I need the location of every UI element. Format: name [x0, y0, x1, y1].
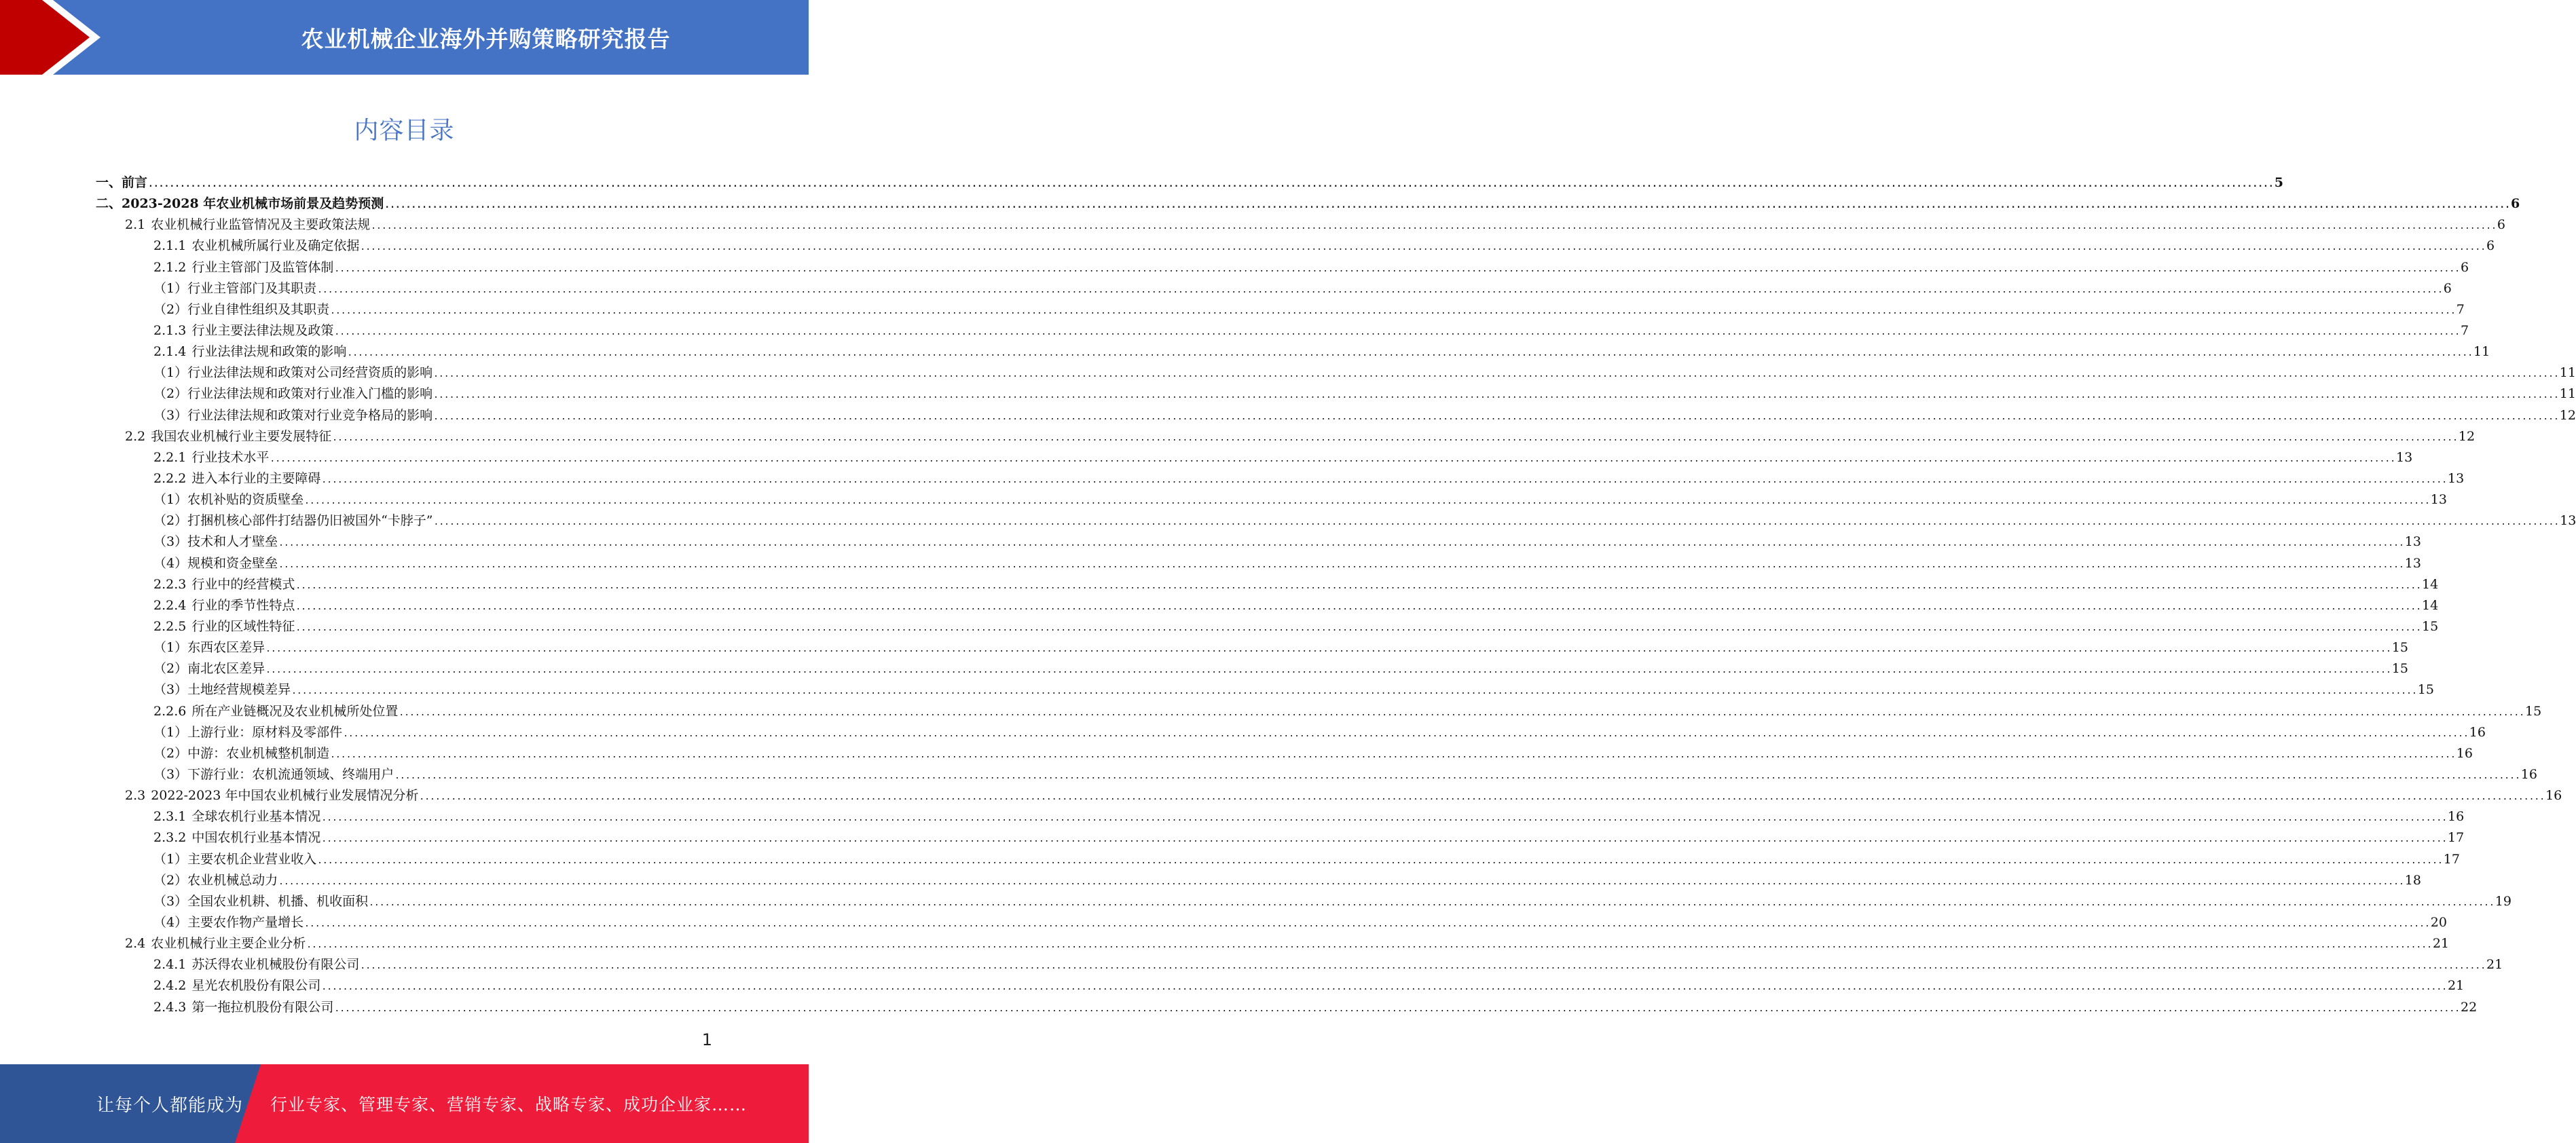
toc-entry-page: 13 [2396, 449, 2413, 465]
toc-entry-title: 上游行业：原材料及零部件 [187, 724, 343, 740]
toc-entry-title: 农业机械行业主要企业分析 [151, 936, 306, 952]
toc-entry[interactable] [0, 996, 2478, 1017]
toc-dot-leader: ................................................................................................................................................................................................................................................................................................................................................................................................................ [433, 390, 2559, 401]
toc-entry-number: 二、 [96, 196, 122, 212]
toc-entry[interactable] [0, 489, 2447, 510]
toc-entry[interactable] [0, 764, 2537, 785]
toc-entry-title: 星光农机股份有限公司 [191, 978, 321, 994]
toc-dot-leader: ................................................................................................................................................................................................................................................................................................................................................................................................................ [278, 559, 2404, 570]
toc-entry-number: （2） [153, 301, 188, 317]
toc-entry-number: （4） [153, 555, 188, 571]
toc-entry-title: 2023-2028 年农业机械市场前景及趋势预测 [122, 196, 384, 212]
toc-entry-number: （2） [153, 513, 188, 529]
toc-entry-page: 15 [2391, 640, 2408, 656]
toc-entry-number: （4） [153, 914, 188, 930]
toc-dot-leader: ................................................................................................................................................................................................................................................................................................................................................................................................................ [295, 623, 2422, 634]
toc-dot-leader: ................................................................................................................................................................................................................................................................................................................................................................................................................ [295, 580, 2422, 591]
toc-entry-title: 农业机械所属行业及确定依据 [191, 238, 360, 254]
toc-dot-leader: ................................................................................................................................................................................................................................................................................................................................................................................................................ [317, 284, 2443, 295]
toc-entry-title: 行业法律法规和政策的影响 [191, 344, 347, 360]
toc-entry-page: 14 [2422, 576, 2439, 592]
toc-entry[interactable] [0, 341, 2490, 362]
toc-entry-title: 土地经营规模差异 [187, 682, 291, 698]
toc-dot-leader: ................................................................................................................................................................................................................................................................................................................................................................................................................ [399, 707, 2525, 718]
toc-entry-title: 全球农机行业基本情况 [191, 809, 321, 825]
toc-entry[interactable] [0, 954, 2503, 975]
toc-entry-number: 2.3.2 [153, 830, 187, 846]
toc-entry[interactable] [0, 679, 2434, 700]
toc-entry-page: 17 [2443, 851, 2460, 867]
toc-dot-leader: ................................................................................................................................................................................................................................................................................................................................................................................................................ [334, 1003, 2461, 1014]
toc-entry[interactable] [0, 257, 2469, 278]
toc-entry-page: 16 [2469, 724, 2486, 740]
toc-entry[interactable] [0, 574, 2439, 595]
toc-entry-page: 16 [2448, 809, 2465, 825]
toc-entry-page: 7 [2456, 301, 2465, 317]
toc-entry-page: 17 [2448, 830, 2465, 846]
toc-entry-page: 18 [2404, 872, 2421, 888]
toc-entry[interactable] [0, 405, 2576, 426]
toc-entry-page: 22 [2461, 999, 2478, 1015]
toc-entry-title: 行业的季节性特点 [191, 597, 295, 613]
toc-entry-number: 2.2 [125, 428, 146, 444]
toc-dot-leader: ................................................................................................................................................................................................................................................................................................................................................................................................................ [347, 348, 2473, 359]
toc-entry-page: 19 [2495, 893, 2511, 909]
toc-entry-number: 2.1.2 [153, 259, 187, 275]
toc-entry-page: 6 [2510, 196, 2520, 212]
toc-entry-title: 行业主管部门及其职责 [187, 280, 317, 296]
toc-entry[interactable] [0, 553, 2421, 574]
page-number: 1 [701, 1030, 712, 1049]
toc-entry-number: （1） [153, 724, 188, 740]
toc-dot-leader: ................................................................................................................................................................................................................................................................................................................................................................................................................ [321, 813, 2448, 824]
toc-dot-leader: ................................................................................................................................................................................................................................................................................................................................................................................................................ [330, 749, 2456, 760]
toc-entry-title: 行业主管部门及监管体制 [191, 259, 334, 275]
page-header [0, 0, 809, 75]
toc-entry-page: 12 [2559, 407, 2576, 423]
toc-entry-title: 行业技术水平 [191, 449, 270, 465]
page-footer [0, 1064, 809, 1143]
toc-entry-title: 中游：农业机械整机制造 [187, 745, 330, 761]
toc-entry-number: （1） [153, 640, 188, 656]
toc-entry-title: 苏沃得农业机械股份有限公司 [191, 957, 360, 973]
toc-entry-title: 所在产业链概况及农业机械所处位置 [191, 703, 399, 719]
toc-entry-number: （3） [153, 767, 188, 782]
toc-entry-page: 6 [2461, 259, 2469, 275]
report-title: 农业机械企业海外并购策略研究报告 [301, 25, 671, 52]
toc-entry[interactable] [0, 510, 2576, 531]
toc-entry-title: 东西农区差异 [187, 640, 265, 656]
toc-entry-number: （3） [153, 893, 188, 909]
toc-entry-number: 一、 [96, 175, 122, 191]
toc-entry[interactable] [0, 468, 2465, 489]
toc-entry[interactable] [0, 595, 2439, 616]
toc-dot-leader: ................................................................................................................................................................................................................................................................................................................................................................................................................ [295, 601, 2422, 612]
toc-entry[interactable] [0, 849, 2460, 870]
toc-entry-number: （1） [153, 492, 188, 508]
toc-entry-page: 5 [2274, 175, 2283, 191]
toc-dot-leader: ................................................................................................................................................................................................................................................................................................................................................................................................................ [334, 263, 2461, 274]
footer-slogan-right: 行业专家、管理专家、营销专家、战略专家、成功企业家…… [270, 1095, 748, 1114]
toc-entry-number: （3） [153, 682, 188, 698]
toc-entry-page: 15 [2391, 661, 2408, 677]
toc-entry[interactable] [0, 912, 2447, 933]
toc-entry[interactable] [0, 447, 2413, 468]
toc-entry-number: （1） [153, 851, 188, 867]
toc-dot-leader: ................................................................................................................................................................................................................................................................................................................................................................................................................ [278, 538, 2404, 549]
toc-entry-number: （2） [153, 661, 188, 677]
toc-entry-page: 16 [2520, 767, 2537, 782]
toc-entry-number: （2） [153, 745, 188, 761]
toc-entry-page: 6 [2486, 238, 2495, 254]
toc-entry[interactable] [0, 531, 2421, 552]
toc-entry-title: 进入本行业的主要障碍 [191, 471, 321, 487]
toc-entry-page: 11 [2559, 386, 2576, 402]
toc-entry-page: 11 [2559, 365, 2576, 381]
toc-entry-title: 行业的区域性特征 [191, 619, 295, 635]
toc-dot-leader: ................................................................................................................................................................................................................................................................................................................................................................................................................ [332, 432, 2458, 443]
toc-dot-leader: ................................................................................................................................................................................................................................................................................................................................................................................................................ [334, 327, 2461, 338]
toc-entry-page: 12 [2458, 428, 2476, 444]
toc-dot-leader: ................................................................................................................................................................................................................................................................................................................................................................................................................ [330, 305, 2456, 316]
toc-entry-page: 14 [2422, 597, 2439, 613]
toc-entry[interactable] [0, 806, 2465, 827]
toc-entry-number: 2.3 [125, 788, 146, 804]
toc-entry-page: 16 [2456, 745, 2473, 761]
toc-dot-leader: ................................................................................................................................................................................................................................................................................................................................................................................................................ [371, 221, 2497, 232]
toc-entry[interactable] [0, 426, 2476, 447]
toc-dot-leader: ................................................................................................................................................................................................................................................................................................................................................................................................................ [306, 940, 2432, 951]
toc-entry-number: （3） [153, 534, 188, 550]
toc-entry-page: 13 [2404, 534, 2421, 550]
toc-entry-number: 2.2.4 [153, 597, 187, 613]
toc-entry-page: 13 [2404, 555, 2421, 571]
toc-entry-number: 2.4.1 [153, 957, 187, 973]
toc-entry-number: 2.1.3 [153, 323, 187, 339]
toc-entry-page: 6 [2443, 280, 2452, 296]
toc-entry-page: 21 [2486, 957, 2503, 973]
toc-entry-number: 2.1.1 [153, 238, 187, 254]
toc-entry-number: （1） [153, 365, 188, 381]
toc-entry-number: 2.2.6 [153, 703, 187, 719]
toc-entry[interactable] [0, 701, 2542, 722]
toc-entry-title: 南北农区差异 [187, 661, 265, 677]
toc-entry-title: 技术和人才壁垒 [187, 534, 278, 550]
toc-dot-leader: ................................................................................................................................................................................................................................................................................................................................................................................................................ [369, 897, 2495, 908]
toc-entry-title: 行业中的经营模式 [191, 576, 295, 592]
toc-entry[interactable] [0, 193, 2520, 214]
toc-dot-leader: ................................................................................................................................................................................................................................................................................................................................................................................................................ [433, 369, 2559, 380]
toc-entry[interactable] [0, 637, 2408, 658]
toc-entry[interactable] [0, 933, 2450, 954]
toc-entry-number: 2.4.3 [153, 999, 187, 1015]
toc-entry-title: 中国农机行业基本情况 [191, 830, 321, 846]
toc-entry[interactable] [0, 362, 2576, 383]
toc-dot-leader: ................................................................................................................................................................................................................................................................................................................................................................................................................ [321, 982, 2448, 993]
toc-dot-leader: ................................................................................................................................................................................................................................................................................................................................................................................................................ [384, 200, 2510, 211]
toc-entry-page: 15 [2417, 682, 2434, 698]
toc-dot-leader: ................................................................................................................................................................................................................................................................................................................................................................................................................ [360, 961, 2486, 972]
toc-entry-page: 13 [2448, 471, 2465, 487]
toc-dot-leader: ................................................................................................................................................................................................................................................................................................................................................................................................................ [360, 242, 2486, 253]
toc-entry[interactable] [0, 299, 2465, 320]
toc-entry-title: 规模和资金壁垒 [187, 555, 278, 571]
toc-dot-leader: ................................................................................................................................................................................................................................................................................................................................................................................................................ [433, 517, 2560, 528]
toc-entry-title: 农机补贴的资质壁垒 [187, 492, 304, 508]
toc-entry[interactable] [0, 383, 2576, 405]
toc-dot-leader: ................................................................................................................................................................................................................................................................................................................................................................................................................ [317, 855, 2443, 866]
toc-entry[interactable] [0, 172, 2283, 193]
toc-heading: 内容目录 [354, 117, 455, 145]
toc-dot-leader: ................................................................................................................................................................................................................................................................................................................................................................................................................ [291, 686, 2417, 697]
toc-dot-leader: ................................................................................................................................................................................................................................................................................................................................................................................................................ [321, 475, 2448, 486]
toc-entry[interactable] [0, 278, 2452, 299]
toc-dot-leader: ................................................................................................................................................................................................................................................................................................................................................................................................................ [270, 453, 2396, 464]
toc-dot-leader: ................................................................................................................................................................................................................................................................................................................................................................................................................ [321, 834, 2448, 845]
toc-entry-title: 全国农业机耕、机播、机收面积 [187, 893, 369, 909]
toc-entry-title: 行业主要法律法规及政策 [191, 323, 334, 339]
toc-entry-number: 2.2.3 [153, 576, 187, 592]
toc-entry-number: 2.1 [125, 217, 146, 233]
toc-entry-number: 2.4 [125, 936, 146, 952]
toc-dot-leader: ................................................................................................................................................................................................................................................................................................................................................................................................................ [278, 876, 2404, 887]
toc-dot-leader: ................................................................................................................................................................................................................................................................................................................................................................................................................ [419, 792, 2545, 803]
toc-entry[interactable] [0, 616, 2439, 637]
toc-entry-title: 行业自律性组织及其职责 [187, 301, 330, 317]
toc-entry-title: 行业法律法规和政策对行业竞争格局的影响 [187, 407, 433, 423]
toc-entry-title: 农业机械行业监管情况及主要政策法规 [151, 217, 371, 233]
toc-entry-title: 主要农作物产量增长 [187, 914, 304, 930]
toc-entry-title: 行业法律法规和政策对公司经营资质的影响 [187, 365, 433, 381]
toc-entry[interactable] [0, 214, 2505, 236]
toc-entry[interactable] [0, 722, 2486, 743]
toc-entry-number: 2.2.5 [153, 619, 187, 635]
toc-entry-title: 2022-2023 年中国农业机械行业发展情况分析 [151, 788, 419, 804]
footer-slogan-left: 让每个人都能成为 [96, 1095, 244, 1116]
toc-entry-title: 行业法律法规和政策对行业准入门槛的影响 [187, 386, 433, 402]
toc-entry[interactable] [0, 975, 2465, 996]
toc-dot-leader: ................................................................................................................................................................................................................................................................................................................................................................................................................ [343, 728, 2469, 739]
toc-entry-number: （1） [153, 280, 188, 296]
toc-dot-leader: ................................................................................................................................................................................................................................................................................................................................................................................................................ [304, 496, 2430, 507]
toc-entry-page: 13 [2430, 492, 2447, 508]
toc-entry-page: 20 [2430, 914, 2447, 930]
toc-entry-page: 7 [2461, 323, 2469, 339]
toc-entry-title: 主要农机企业营业收入 [187, 851, 317, 867]
toc-entry-title: 下游行业：农机流通领域、终端用户 [187, 767, 394, 782]
toc-dot-leader: ................................................................................................................................................................................................................................................................................................................................................................................................................ [265, 644, 2391, 655]
toc-dot-leader: ................................................................................................................................................................................................................................................................................................................................................................................................................ [265, 665, 2391, 676]
toc-entry[interactable] [0, 236, 2495, 257]
toc-entry-title: 打捆机核心部件打结器仍旧被国外“卡脖子” [187, 513, 433, 529]
toc-dot-leader: ................................................................................................................................................................................................................................................................................................................................................................................................................ [433, 411, 2559, 422]
toc-entry-page: 21 [2448, 978, 2465, 994]
toc-entry[interactable] [0, 870, 2421, 891]
toc-entry-title: 第一拖拉机股份有限公司 [191, 999, 334, 1015]
toc-entry[interactable] [0, 743, 2473, 764]
toc-entry-number: 2.2.2 [153, 471, 187, 487]
toc-entry[interactable] [0, 785, 2562, 806]
toc-entry-page: 11 [2473, 344, 2490, 360]
toc-entry-number: （2） [153, 386, 188, 402]
toc-entry-title: 农业机械总动力 [187, 872, 278, 888]
toc-entry-number: （3） [153, 407, 188, 423]
toc-entry[interactable] [0, 658, 2408, 679]
toc-entry-page: 16 [2545, 788, 2562, 804]
toc-entry-title: 前言 [122, 175, 148, 191]
toc-entry[interactable] [0, 320, 2469, 341]
toc-entry-number: （2） [153, 872, 188, 888]
toc-entry[interactable] [0, 827, 2465, 848]
toc-entry[interactable] [0, 891, 2511, 912]
toc-dot-leader: ................................................................................................................................................................................................................................................................................................................................................................................................................ [148, 179, 2274, 190]
toc-entry-number: 2.3.1 [153, 809, 187, 825]
toc-dot-leader: ................................................................................................................................................................................................................................................................................................................................................................................................................ [394, 771, 2520, 781]
toc-entry-number: 2.2.1 [153, 449, 187, 465]
table-of-contents [0, 172, 2576, 1018]
toc-entry-page: 6 [2497, 217, 2505, 233]
toc-entry-number: 2.4.2 [153, 978, 187, 994]
toc-entry-title: 我国农业机械行业主要发展特征 [151, 428, 332, 444]
toc-dot-leader: ................................................................................................................................................................................................................................................................................................................................................................................................................ [304, 918, 2430, 929]
toc-entry-page: 13 [2560, 513, 2576, 529]
toc-entry-page: 15 [2422, 619, 2439, 635]
toc-entry-number: 2.1.4 [153, 344, 187, 360]
toc-entry-page: 15 [2525, 703, 2542, 719]
toc-entry-page: 21 [2432, 936, 2450, 952]
